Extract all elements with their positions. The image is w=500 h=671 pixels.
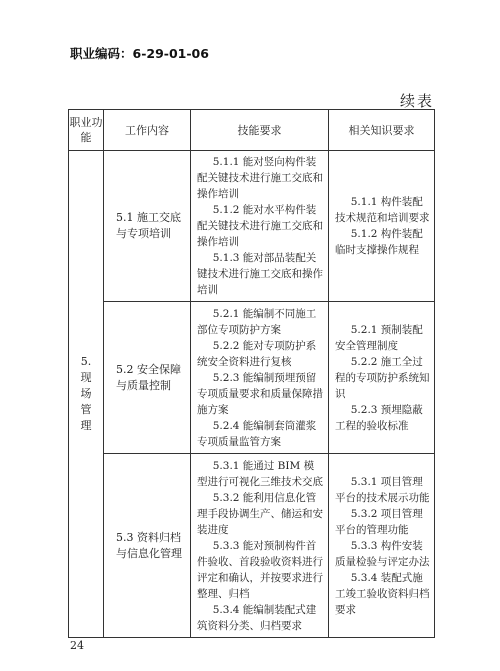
skill-item: 5.2.1 能编制不同施工部位专项防护方案 bbox=[197, 307, 317, 336]
knowledge-item: 5.2.3 预埋隐蔽工程的验收标准 bbox=[335, 403, 423, 432]
occupation-standard-table bbox=[68, 109, 435, 638]
skills-cell bbox=[191, 302, 329, 454]
knowledge-item: 5.3.3 构件安装质量检验与评定办法 bbox=[335, 539, 430, 568]
skill-item: 5.3.3 能对预制构件首件验收、首段验收资料进行评定和确认，并按要求进行整理、归档 bbox=[197, 539, 323, 600]
work-content-cell: 5.3 资料归档与信息化管理 bbox=[104, 454, 191, 638]
table-row bbox=[69, 302, 435, 454]
header-skills: 技能要求 bbox=[191, 110, 329, 151]
knowledge-item: 5.2.1 预制装配安全管理制度 bbox=[335, 323, 423, 352]
skills-cell bbox=[191, 454, 329, 638]
skill-item: 5.1.3 能对部品装配关键技术进行施工交底和操作培训 bbox=[197, 252, 323, 296]
skill-item: 5.3.2 能利用信息化管理手段协调生产、储运和安装进度 bbox=[197, 491, 323, 536]
skill-item: 5.3.4 能编制装配式建筑资料分类、归档要求 bbox=[197, 603, 317, 632]
skill-item: 5.1.2 能对水平构件装配关键技术进行施工交底和操作培训 bbox=[197, 204, 323, 248]
skills-cell bbox=[191, 151, 329, 302]
skill-item: 5.1.1 能对竖向构件装配关键技术进行施工交底和操作培训 bbox=[197, 156, 323, 200]
header-function: 职业功能 bbox=[69, 110, 104, 151]
table-row bbox=[69, 454, 435, 638]
skill-item: 5.2.4 能编制套筒灌浆专项质量监管方案 bbox=[197, 419, 317, 448]
work-content-cell: 5.1 施工交底与专项培训 bbox=[104, 151, 191, 302]
occupation-code: 职业编码：6-29-01-06 bbox=[70, 46, 209, 61]
knowledge-cell bbox=[329, 454, 435, 638]
knowledge-cell bbox=[329, 302, 435, 454]
continued-label: 续表 bbox=[399, 92, 434, 110]
knowledge-item: 5.1.1 构件装配技术规范和培训要求 bbox=[335, 196, 430, 224]
function-cell bbox=[69, 151, 104, 638]
knowledge-item: 5.3.4 装配式施工竣工验收资料归档要求 bbox=[335, 571, 430, 616]
skill-item: 5.2.2 能对专项防护系统安全资料进行复核 bbox=[197, 339, 317, 368]
knowledge-item: 5.3.2 项目管理平台的管理功能 bbox=[335, 507, 423, 536]
work-content-cell: 5.2 安全保障与质量控制 bbox=[104, 302, 191, 454]
knowledge-cell bbox=[329, 151, 435, 302]
skill-item: 5.2.3 能编制预埋预留专项质量要求和质量保障措施方案 bbox=[197, 371, 323, 416]
table-row bbox=[69, 151, 435, 302]
function-name: 现场管理 bbox=[80, 371, 92, 432]
knowledge-item: 5.1.2 构件装配临时支撑操作规程 bbox=[335, 228, 423, 256]
header-content: 工作内容 bbox=[104, 110, 191, 151]
header-knowledge: 相关知识要求 bbox=[329, 110, 435, 151]
table-header-row bbox=[69, 110, 435, 151]
knowledge-item: 5.2.2 施工全过程的专项防护系统知识 bbox=[335, 355, 430, 400]
page-number: 24 bbox=[70, 639, 84, 652]
knowledge-item: 5.3.1 项目管理平台的技术展示功能 bbox=[335, 475, 430, 504]
function-number: 5. bbox=[80, 355, 92, 368]
skill-item: 5.3.1 能通过 BIM 模型进行可视化三维技术交底 bbox=[197, 459, 323, 488]
